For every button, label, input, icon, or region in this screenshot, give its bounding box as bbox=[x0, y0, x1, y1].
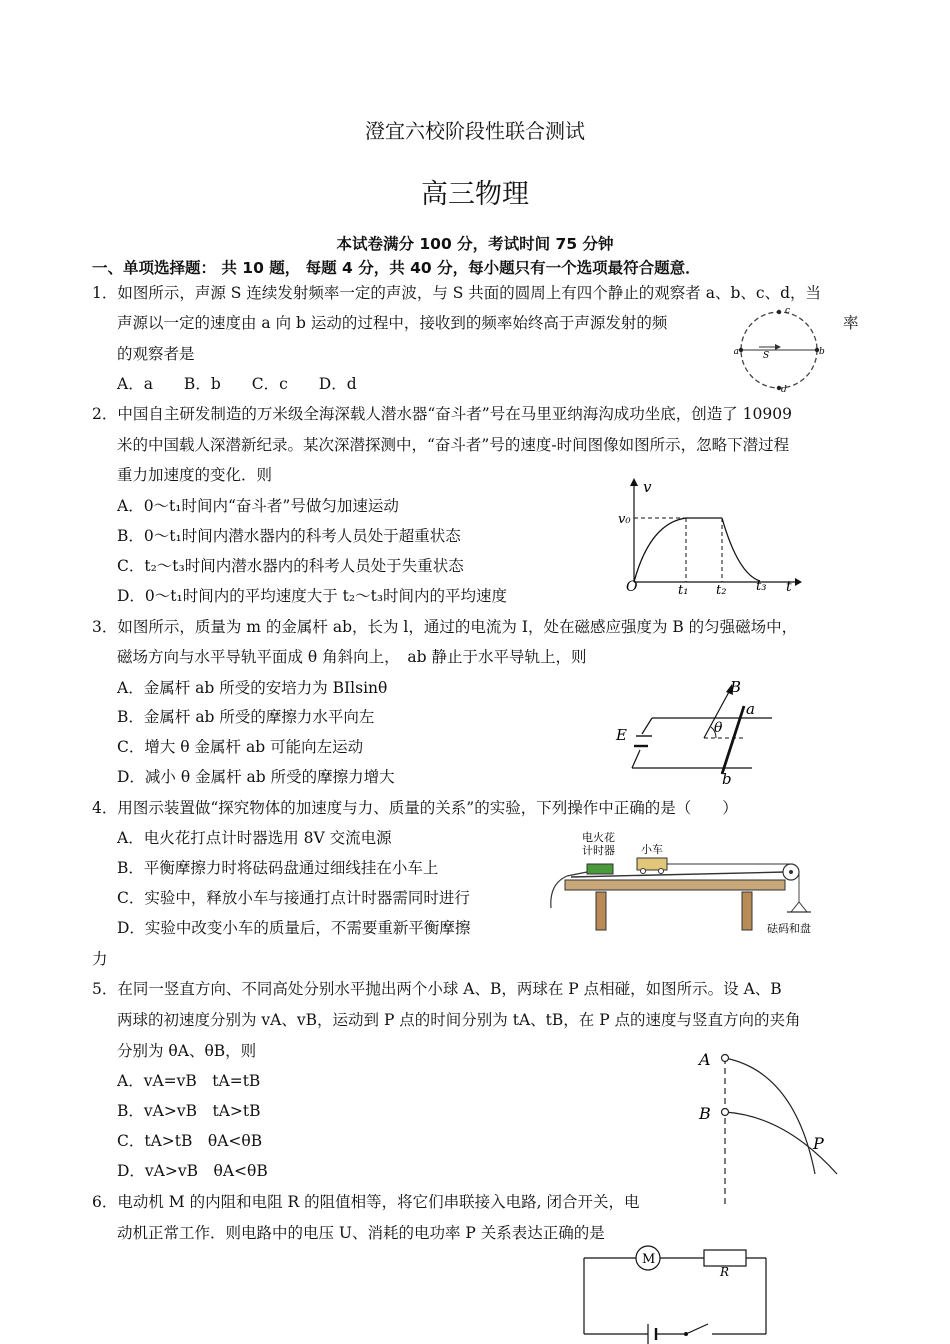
q6-fig-label-M: M bbox=[642, 1252, 656, 1267]
q3-stem-line1: 3．如图所示，质量为 m 的金属杆 ab，长为 l，通过的电流为 I，处在磁感应强度为 B 的匀强磁场中， bbox=[92, 618, 798, 636]
q5-option-c: C．tA>tB θA<θB bbox=[117, 1132, 263, 1150]
q1-fig-label-s: S bbox=[763, 351, 770, 361]
q4-fig-label-cart: 小车 bbox=[641, 843, 663, 856]
q2-fig-v-axis: v bbox=[643, 478, 652, 496]
q2-stem-line1: 2．中国自主研发制造的万米级全海深载人潜水器“奋斗者”号在马里亚纳海沟成功坐底，创造了 10909 bbox=[92, 405, 792, 423]
q4-option-b: B．平衡摩擦力时将砝码盘通过细线挂在小车上 bbox=[117, 859, 439, 877]
q3-option-d: D．减小 θ 金属杆 ab 所受的摩擦力增大 bbox=[117, 768, 395, 786]
q5-stem-line3: 分别为 θA、θB，则 bbox=[117, 1042, 257, 1060]
q1-options: A．a B．b C．c D．d bbox=[117, 375, 357, 393]
q5-option-d: D．vA>vB θA<θB bbox=[117, 1162, 268, 1180]
q6-figure-circuit bbox=[580, 1238, 780, 1344]
q3-option-c: C．增大 θ 金属杆 ab 可能向左运动 bbox=[117, 738, 364, 756]
q6-stem-line1: 6．电动机 M 的内阻和电阻 R 的阻值相等，将它们串联接入电路, 闭合开关，电 bbox=[92, 1193, 640, 1211]
q3-fig-label-theta: θ bbox=[714, 720, 723, 736]
q1-fig-label-c: c bbox=[785, 306, 791, 316]
q4-option-d-cont: 力 bbox=[92, 950, 108, 968]
q2-figure-vt-graph bbox=[610, 478, 800, 600]
q3-fig-label-B: B bbox=[730, 678, 742, 696]
q3-option-b: B．金属杆 ab 所受的摩擦力水平向左 bbox=[117, 708, 375, 726]
q4-fig-label-timer2: 计时器 bbox=[582, 844, 615, 857]
q2-fig-origin: O bbox=[626, 579, 638, 595]
q2-fig-t2: t₂ bbox=[716, 583, 727, 598]
q2-option-a: A．0～t₁时间内“奋斗者”号做匀加速运动 bbox=[117, 497, 399, 515]
q2-fig-v0: v₀ bbox=[618, 512, 631, 527]
q5-stem-line2: 两球的初速度分别为 vA、vB，运动到 P 点的时间分别为 tA、tB，在 P 点的速度与竖直方向的夹角 bbox=[117, 1011, 801, 1029]
q1-stem-line1: 1．如图所示，声源 S 连续发射频率一定的声波，与 S 共面的圆周上有四个静止的观察者 a、b、c、d，当 bbox=[92, 284, 822, 302]
exam-title: 澄宜六校阶段性联合测试 bbox=[365, 119, 585, 143]
q4-figure-apparatus bbox=[545, 828, 835, 940]
q1-figure-circle bbox=[735, 305, 825, 395]
q4-option-d: D．实验中改变小车的质量后，不需要重新平衡摩擦 bbox=[117, 919, 471, 937]
q5-fig-label-P: P bbox=[813, 1134, 824, 1153]
q5-figure-projectiles bbox=[695, 1046, 845, 1208]
q1-stem-line3: 的观察者是 bbox=[117, 345, 195, 363]
q3-fig-label-E: E bbox=[616, 726, 627, 744]
q2-stem-line3: 重力加速度的变化．则 bbox=[117, 466, 273, 484]
subject-title: 高三物理 bbox=[421, 179, 529, 210]
q2-option-b: B．0～t₁时间内潜水器内的科考人员处于超重状态 bbox=[117, 527, 461, 545]
q1-stem-line2-end: 率 bbox=[843, 314, 859, 332]
exam-info: 本试卷满分 100 分，考试时间 75 分钟 bbox=[336, 235, 614, 253]
q3-fig-label-a: a bbox=[746, 700, 755, 718]
q3-stem-line2: 磁场方向与水平导轨平面成 θ 角斜向上， ab 静止于水平导轨上，则 bbox=[117, 648, 587, 666]
q2-fig-t3: t₃ bbox=[756, 579, 767, 594]
q4-option-c: C．实验中，释放小车与接通打点计时器需同时进行 bbox=[117, 889, 470, 907]
q4-option-a: A．电火花打点计时器选用 8V 交流电源 bbox=[117, 829, 392, 847]
q5-option-a: A．vA=vB tA=tB bbox=[117, 1072, 261, 1090]
q5-stem-line1: 5．在同一竖直方向、不同高处分别水平抛出两个小球 A、B，两球在 P 点相碰，如图所示。设 A、B bbox=[92, 980, 782, 998]
q1-stem-line2: 声源以一定的速度由 a 向 b 运动的过程中，接收到的频率始终高于声源发射的频 bbox=[117, 314, 668, 332]
q5-option-b: B．vA>vB tA>tB bbox=[117, 1102, 261, 1120]
q2-fig-t-axis: t bbox=[786, 579, 792, 595]
q2-option-d: D．0～t₁时间内的平均速度大于 t₂～t₃时间内的平均速度 bbox=[117, 587, 508, 605]
section-heading: 一、单项选择题： 共 10 题， 每题 4 分，共 40 分，每小题只有一个选项最符合题意． bbox=[92, 259, 701, 277]
q3-option-a: A．金属杆 ab 所受的安培力为 BIlsinθ bbox=[117, 679, 388, 697]
q2-option-c: C．t₂～t₃时间内潜水器内的科考人员处于失重状态 bbox=[117, 557, 464, 575]
q1-fig-label-b: b bbox=[819, 347, 825, 357]
q1-fig-label-a: a bbox=[733, 347, 739, 357]
q5-fig-label-B: B bbox=[699, 1104, 711, 1123]
q3-fig-label-b: b bbox=[722, 770, 732, 788]
q5-fig-label-A: A bbox=[699, 1050, 711, 1069]
q2-stem-line2: 米的中国载人深潜新纪录。某次深潜探测中，“奋斗者”号的速度-时间图像如图所示，忽略下潜过程 bbox=[117, 436, 790, 454]
q1-fig-label-d: d bbox=[781, 385, 787, 395]
q4-fig-label-timer1: 电火花 bbox=[582, 831, 615, 844]
q6-fig-label-R: R bbox=[720, 1265, 730, 1279]
q3-figure-rails bbox=[612, 676, 782, 790]
q6-stem-line2: 动机正常工作．则电路中的电压 U、消耗的电功率 P 关系表达正确的是 bbox=[117, 1224, 605, 1242]
q4-stem-line1: 4．用图示装置做“探究物体的加速度与力、质量的关系”的实验，下列操作中正确的是（ ） bbox=[92, 799, 738, 817]
q2-fig-t1: t₁ bbox=[678, 583, 689, 598]
q4-fig-label-weights: 砝码和盘 bbox=[767, 922, 811, 935]
